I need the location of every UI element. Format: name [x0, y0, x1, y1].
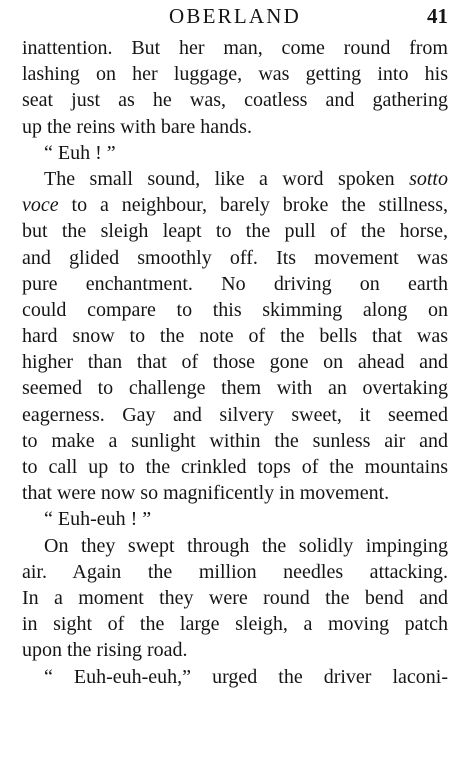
text-line-6-start: The small sound, like a word spoken [44, 167, 410, 190]
italic-voce: voce [22, 194, 59, 217]
text-line-18: that were now so magnificently in movement. [22, 482, 390, 505]
italic-sotto: sotto [409, 167, 448, 190]
text-line-25: “ Euh-euh-euh,” urged the driver laconi- [44, 665, 448, 688]
page-number: 41 [427, 4, 448, 28]
text-line-15: eagerness. Gay and silvery sweet, it seemed [22, 403, 448, 426]
text-line-2: lashing on her luggage, was getting into his [22, 63, 448, 86]
text-line-23: in sight of the large sleigh, a moving patch [22, 613, 448, 636]
dialogue-line-euh-euh: “ Euh-euh ! ” [44, 508, 152, 531]
body-text [22, 35, 448, 690]
text-line-7 [22, 192, 448, 218]
text-line-8: but the sleigh leapt to the pull of the horse, [22, 220, 448, 243]
dialogue-line-euh: “ Euh ! ” [44, 141, 116, 164]
text-line-20: On they swept through the solidly impinging [44, 534, 448, 557]
text-line-12: hard snow to the note of the bells that was [22, 325, 448, 348]
text-line-1: inattention. But her man, come round from [22, 37, 448, 59]
running-title: OBERLAND [169, 4, 301, 28]
text-line-7-rest: to a neighbour, barely broke the stillness, [58, 194, 448, 217]
running-head [22, 4, 448, 30]
text-line-10: pure enchantment. No driving on earth [22, 272, 448, 295]
text-line-17: to call up to the crinkled tops of the mountains [22, 456, 448, 478]
text-line-16: to make a sunlight within the sunless air and [22, 429, 448, 452]
text-line-9: and glided smoothly off. Its movement was [22, 246, 448, 269]
text-line-6 [22, 166, 448, 192]
text-line-3: seat just as he was, coatless and gathering [22, 89, 448, 112]
text-line-13: higher than that of those gone on ahead and [22, 351, 448, 374]
text-line-24: upon the rising road. [22, 639, 188, 662]
text-line-22: In a moment they were round the bend and [22, 586, 448, 609]
text-line-14: seemed to challenge them with an overtaking [22, 377, 448, 400]
text-line-21: air. Again the million needles attacking. [22, 560, 448, 583]
text-line-11: could compare to this skimming along on [22, 298, 448, 321]
text-line-4: up the reins with bare hands. [22, 115, 252, 138]
